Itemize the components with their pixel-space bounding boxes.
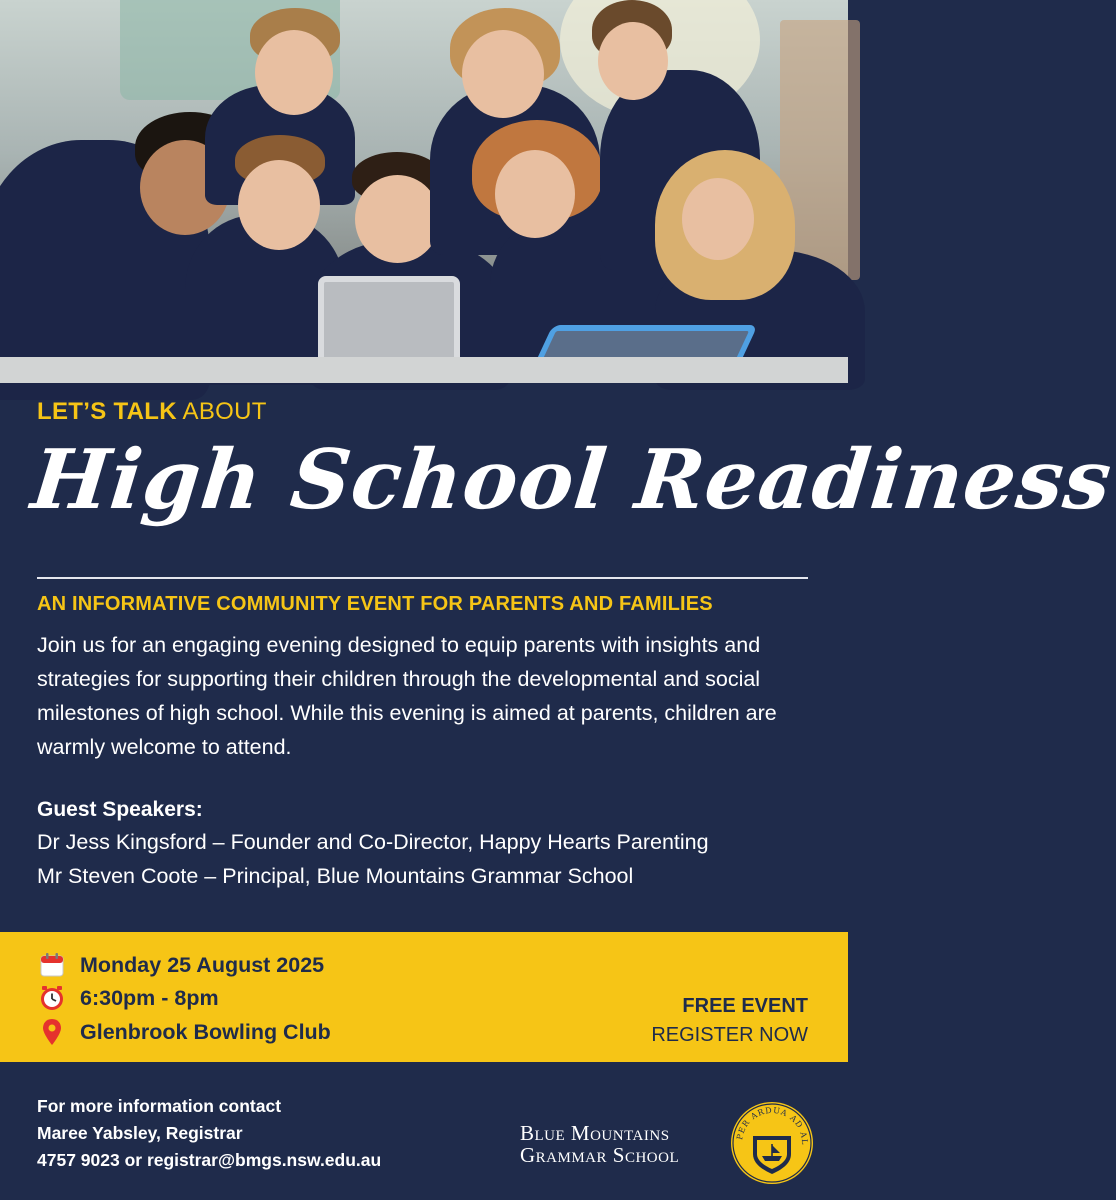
- school-name: [520, 1122, 679, 1166]
- free-event-label: FREE EVENT: [682, 995, 808, 1017]
- speaker-item: Dr Jess Kingsford – Founder and Co-Director, Happy Hearts Parenting: [37, 830, 709, 854]
- contact-heading: For more information contact: [37, 1096, 282, 1116]
- intro-paragraph: Join us for an engaging evening designed to equip parents with insights and strategies for supporting their children through the developmental and social milestones of high school. While this evening is aimed at parents, children are warmly welcome to attend.: [37, 633, 777, 759]
- event-date: Monday 25 August 2025: [80, 952, 325, 977]
- school-name-line1: Blue Mountains: [520, 1121, 670, 1145]
- eyebrow-light: ABOUT: [182, 398, 267, 425]
- venue-row: [37, 1018, 331, 1046]
- contact-name: Maree Yabsley, Registrar: [37, 1123, 243, 1143]
- contact-details[interactable]: 4757 9023 or registrar@bmgs.nsw.edu.au: [37, 1150, 382, 1170]
- event-time: 6:30pm - 8pm: [80, 985, 219, 1010]
- event-details-band: [0, 932, 848, 1062]
- location-pin-icon: [37, 1018, 67, 1046]
- school-crest-logo: [729, 1098, 815, 1188]
- time-row: [37, 984, 219, 1012]
- clock-icon: [37, 984, 67, 1012]
- subheading: AN INFORMATIVE COMMUNITY EVENT FOR PARENTS AND FAMILIES: [37, 593, 713, 615]
- crest-motto: PER ARDUA AD AL: [735, 1105, 810, 1145]
- page-title: High School Readiness: [27, 432, 1116, 528]
- speakers-heading: Guest Speakers:: [37, 798, 203, 821]
- school-name-line2: Grammar School: [520, 1143, 680, 1167]
- contact-block: [37, 1093, 381, 1174]
- event-venue: Glenbrook Bowling Club: [80, 1019, 331, 1044]
- hero-photo: [0, 0, 848, 383]
- calendar-icon: [37, 951, 67, 979]
- divider: [37, 577, 808, 579]
- speaker-item: Mr Steven Coote – Principal, Blue Mountains Grammar School: [37, 864, 634, 888]
- eyebrow-bold: LET’S TALK: [37, 398, 177, 425]
- date-row: [37, 951, 324, 979]
- eyebrow: [37, 398, 267, 426]
- register-now-link[interactable]: REGISTER NOW: [651, 1024, 808, 1046]
